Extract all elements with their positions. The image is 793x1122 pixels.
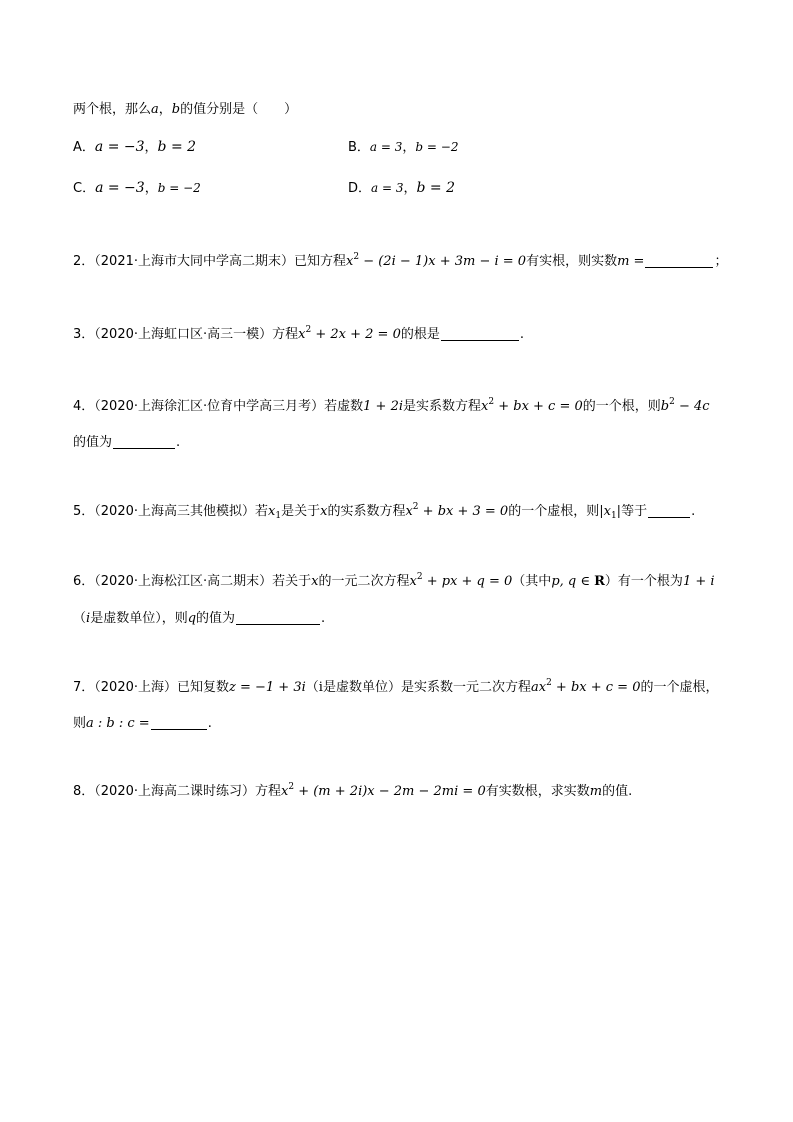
question-4: 4．（2020·上海徐汇区·位育中学高三月考）若虚数1 + 2i是实系数方程$x^2$ + bx + c = 0的一个根，则$b^2 - 4c$ <box>73 397 710 414</box>
question-5: 5．（2020·上海高三其他模拟）若$x_1$是关于x的实系数方程$x^2$ + bx + 3 = 0的一个虚根，则$|x_1|$等于 . <box>73 502 696 521</box>
answer-blank[interactable] <box>151 715 207 730</box>
option-a[interactable]: A．a = −3，b = 2 <box>73 139 197 155</box>
answer-blank[interactable] <box>441 326 519 341</box>
question-6: 6．（2020·上海松江区·高二期末）若关于x的一元二次方程$x^2$ + px + q = 0（其中p, q ∈ R）有一个根为1 + i <box>73 572 715 589</box>
question-3: 3．（2020·上海虹口区·高三一模）方程$x^2 + 2x + 2 = 0$的根是 . <box>73 325 524 342</box>
answer-blank[interactable] <box>113 434 175 449</box>
question-6-line2: （i是虚数单位），则q的值为 . <box>73 611 326 626</box>
answer-blank[interactable] <box>648 503 690 518</box>
question-8: 8．（2020·上海高二课时练习）方程$x^2 + (m + 2i)x - 2m - 2mi = 0$有实数根，求实数m的值. <box>73 782 633 799</box>
question-1-stem: 两个根，那么a，b的值分别是（ ） <box>73 102 298 117</box>
question-4-line2: 的值为 . <box>73 435 181 450</box>
question-7-line2: 则a : b : c = . <box>73 716 212 731</box>
question-7: 7．（2020·上海）已知复数z = −1 + 3i（i是虚数单位）是实系数一元二次方程$ax^2$ + bx + c = 0的一个虚根， <box>73 678 719 695</box>
option-c[interactable]: C．a = −3，b = −2 <box>73 180 201 196</box>
option-d[interactable]: D．a = 3，b = 2 <box>348 180 456 196</box>
question-2: 2．（2021·上海市大同中学高二期末）已知方程$x^2 - (2i - 1)x + 3m - i = 0$有实根，则实数m = ； <box>73 252 728 269</box>
answer-blank[interactable] <box>236 610 320 625</box>
option-b[interactable]: B．a = 3，b = −2 <box>348 140 459 155</box>
answer-blank[interactable] <box>645 253 713 268</box>
